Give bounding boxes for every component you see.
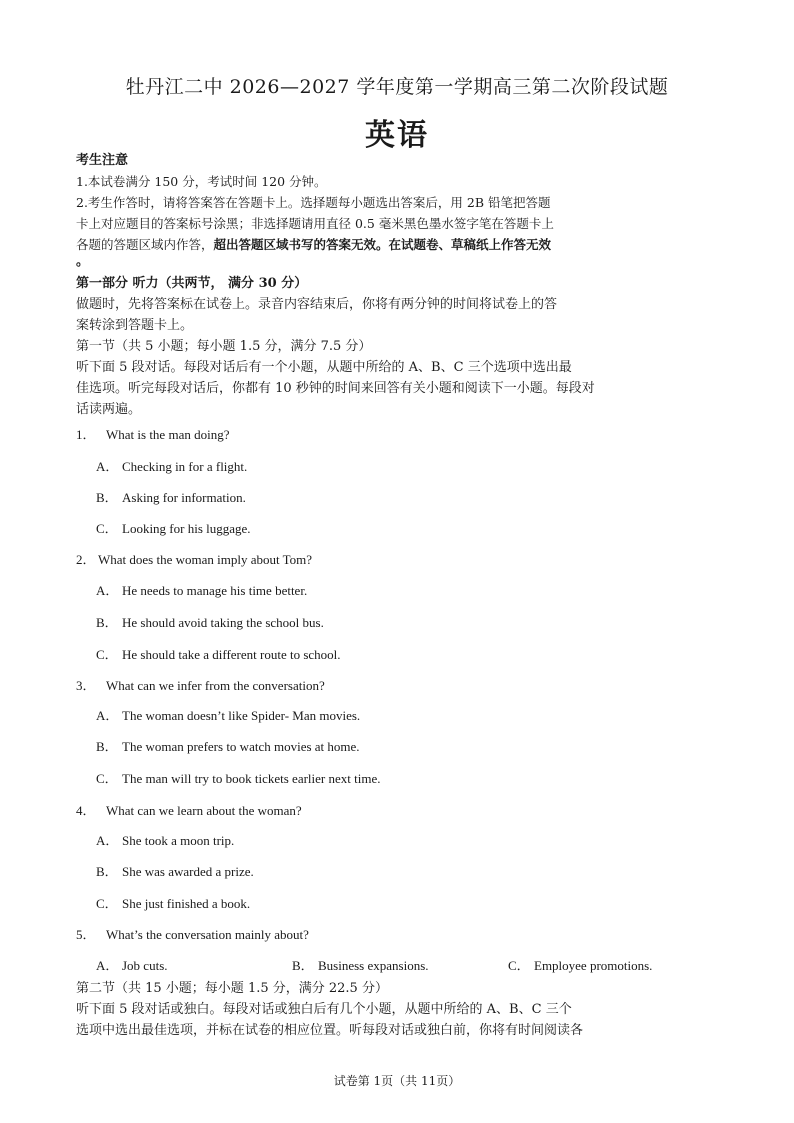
question-text: What does the woman imply about Tom? — [98, 552, 313, 567]
option-letter: A． — [96, 708, 119, 723]
notice-line-4-bold: 超出答题区域书写的答案无效。在试题卷、草稿纸上作答无效 — [213, 237, 552, 252]
exam-title: 牡丹江二中 2026—2027 学年度第一学期高三第二次阶段试题 — [125, 76, 669, 98]
q1-option-b[interactable] — [96, 487, 246, 506]
part1-intro-line-2: 案转涂到答题卡上。 — [76, 318, 194, 333]
option-letter: A． — [96, 459, 119, 474]
q1-option-c[interactable] — [96, 518, 251, 537]
q4-option-a[interactable] — [96, 830, 234, 849]
section1-heading: 第一节（共 5 小题；每小题 1.5 分，满分 7.5 分） — [76, 339, 372, 354]
option-letter: C． — [96, 771, 118, 786]
question-4 — [76, 800, 302, 819]
option-text: The woman doesn’t like Spider- Man movies. — [122, 708, 361, 723]
page-footer: 试卷第 1页（共 11页） — [333, 1074, 461, 1088]
question-number: 1． — [76, 427, 96, 442]
question-text: What’s the conversation mainly about? — [106, 927, 309, 942]
notice-line-1: 1.本试卷满分 150 分，考试时间 120 分钟。 — [76, 174, 327, 189]
part1-intro-line-1: 做题时，先将答案标在试卷上。录音内容结束后，你将有两分钟的时间将试卷上的答 — [76, 297, 558, 312]
part1-section — [76, 273, 726, 420]
section2-line-1: 听下面 5 段对话或独白。每段对话或独白后有几个小题，从题中所给的 A、B、C 三个 — [76, 1002, 572, 1017]
option-letter: B． — [96, 739, 118, 754]
option-letter: A． — [96, 833, 119, 848]
option-text: The woman prefers to watch movies at home. — [122, 739, 360, 754]
q3-option-a[interactable] — [96, 705, 360, 724]
question-text: What is the man doing? — [106, 427, 230, 442]
option-letter: C． — [508, 958, 530, 973]
question-number: 4． — [76, 803, 96, 818]
question-number: 3． — [76, 678, 96, 693]
option-text: He should avoid taking the school bus. — [122, 615, 324, 630]
option-letter: B． — [292, 958, 314, 973]
section1-line-1: 听下面 5 段对话。每段对话后有一个小题，从题中所给的 A、B、C 三个选项中选出最 — [76, 360, 572, 375]
option-text: She just finished a book. — [122, 896, 251, 911]
q2-option-c[interactable] — [96, 644, 341, 663]
question-text: What can we learn about the woman? — [106, 803, 302, 818]
question-number: 2． — [76, 552, 96, 567]
option-text: Business expansions. — [318, 958, 429, 973]
notice-line-2: 2.考生作答时，请将答案答在答题卡上。选择题每小题选出答案后，用 2B 铅笔把答题 — [76, 195, 551, 210]
q5-option-c[interactable] — [508, 955, 652, 974]
part1-heading: 第一部分 听力（共两节， 满分 30 分） — [76, 276, 308, 291]
option-text: Employee promotions. — [534, 958, 653, 973]
q2-option-a[interactable] — [96, 580, 307, 599]
option-letter: B． — [96, 490, 118, 505]
section1-line-3: 话读两遍。 — [76, 402, 142, 417]
option-letter: A． — [96, 583, 119, 598]
question-3 — [76, 675, 325, 694]
option-letter: C． — [96, 896, 118, 911]
subject-title: 英语 — [365, 118, 429, 153]
option-letter: C． — [96, 647, 118, 662]
option-text: Looking for his luggage. — [122, 521, 251, 536]
option-letter: C． — [96, 521, 118, 536]
option-text: He needs to manage his time better. — [122, 583, 308, 598]
section2 — [76, 978, 726, 1041]
notice-line-3: 卡上对应题目的答案标号涂黑；非选择题请用直径 0.5 毫米黑色墨水签字笔在答题卡上 — [76, 216, 554, 231]
question-2 — [76, 549, 312, 568]
option-text: Job cuts. — [122, 958, 168, 973]
q5-option-a[interactable] — [96, 955, 168, 974]
q1-option-a[interactable] — [96, 456, 247, 475]
notice-section — [76, 150, 726, 269]
question-text: What can we infer from the conversation? — [106, 678, 325, 693]
question-5 — [76, 924, 309, 943]
option-text: She took a moon trip. — [122, 833, 235, 848]
option-text: Checking in for a flight. — [122, 459, 248, 474]
option-text: She was awarded a prize. — [122, 864, 254, 879]
notice-line-5: 。 — [76, 254, 90, 269]
q3-option-b[interactable] — [96, 736, 360, 755]
section2-line-2: 选项中选出最佳选项，并标在试卷的相应位置。听每段对话或独白前，你将有时间阅读各 — [76, 1023, 584, 1038]
section2-heading: 第二节（共 15 小题；每小题 1.5 分，满分 22.5 分） — [76, 981, 388, 996]
question-number: 5． — [76, 927, 96, 942]
option-letter: B． — [96, 864, 118, 879]
q2-option-b[interactable] — [96, 612, 324, 631]
option-letter: A． — [96, 958, 119, 973]
notice-heading: 考生注意 — [76, 153, 129, 168]
question-1 — [76, 424, 229, 443]
notice-line-4-normal: 各题的答题区域内作答， — [76, 237, 214, 252]
option-text: The man will try to book tickets earlier next time. — [122, 771, 381, 786]
option-text: Asking for information. — [122, 490, 246, 505]
q3-option-c[interactable] — [96, 768, 380, 787]
option-text: He should take a different route to school. — [122, 647, 341, 662]
q4-option-c[interactable] — [96, 893, 250, 912]
q4-option-b[interactable] — [96, 861, 254, 880]
q5-option-b[interactable] — [292, 955, 429, 974]
option-letter: B． — [96, 615, 118, 630]
notice-line-4 — [76, 234, 726, 255]
section1-line-2: 佳选项。听完每段对话后，你都有 10 秒钟的时间来回答有关小题和阅读下一小题。每段对 — [76, 381, 595, 396]
